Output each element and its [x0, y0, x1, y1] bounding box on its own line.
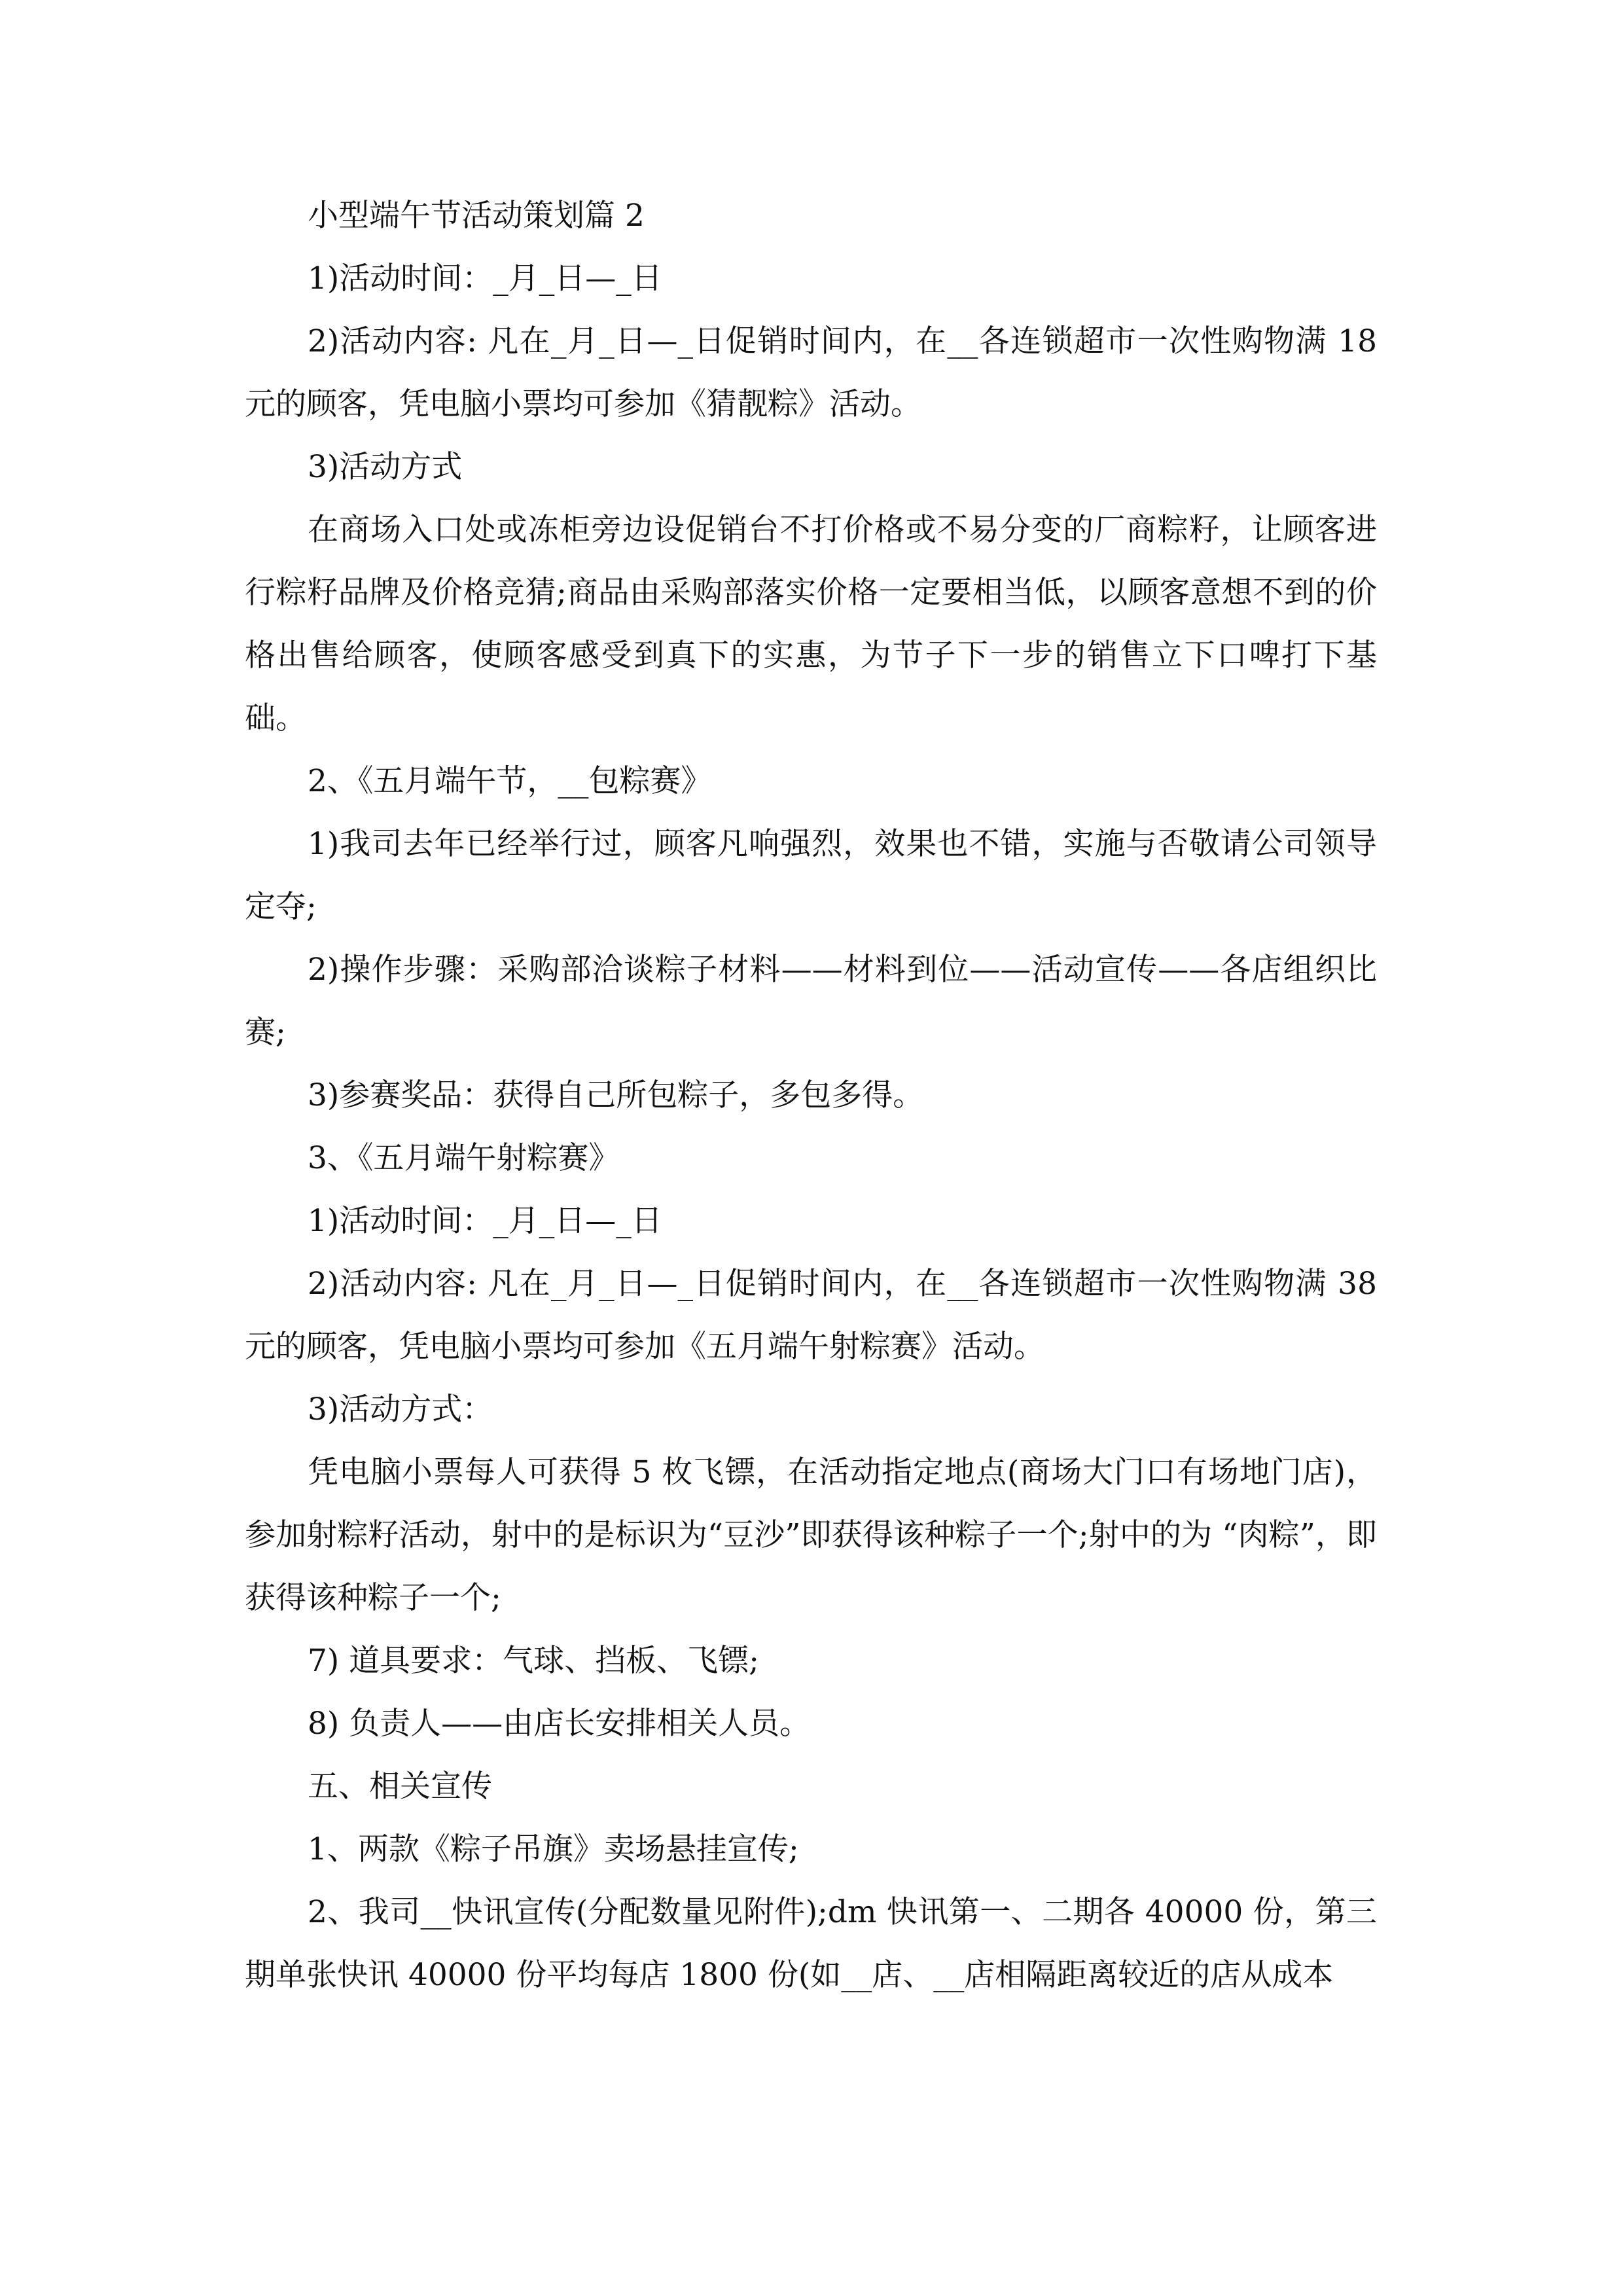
paragraph: 2、我司__快讯宣传(分配数量见附件);dm 快讯第一、二期各 40000 份，第三期单张快讯 40000 份平均每店 1800 份(如__店、__店相隔距离较近的店从成本: [245, 1894, 1377, 1993]
paragraph: 1)我司去年已经举行过，顾客凡响强烈，效果也不错，实施与否敬请公司领导定夺;: [245, 826, 1377, 925]
paragraph: 1、两款《粽子吊旗》卖场悬挂宣传;: [308, 1831, 799, 1867]
paragraph: 2、《五月端午节，__包粽赛》: [308, 763, 712, 799]
paragraph: 凭电脑小票每人可获得 5 枚飞镖，在活动指定地点(商场大门口有场地门店)，参加射粽籽活动，射中的是标识为“豆沙”即获得该种粽子一个;射中的为 “肉粽”，即获得该种粽子一个;: [245, 1454, 1377, 1616]
paragraph: 在商场入口处或冻柜旁边设促销台不打价格或不易分变的厂商粽籽，让顾客进行粽籽品牌及价格竞猜;商品由采购部落实价格一定要相当低，以顾客意想不到的价格出售给顾客，使顾客感受到真下的实惠，为节子下一步的销售立下口啤打下基础。: [245, 512, 1377, 736]
paragraph: 3、《五月端午射粽赛》: [308, 1140, 620, 1176]
document-body: [245, 185, 1387, 2007]
paragraph: 2)活动内容: 凡在_月_日—_日促销时间内，在__各连锁超市一次性购物满 18 元的顾客，凭电脑小票均可参加《猜靓粽》活动。: [245, 323, 1387, 422]
paragraph: 1)活动时间：_月_日—_日: [308, 260, 662, 296]
paragraph: 8) 负责人——由店长安排相关人员。: [308, 1706, 811, 1742]
paragraph: 2)活动内容: 凡在_月_日—_日促销时间内，在__各连锁超市一次性购物满 38 元的顾客，凭电脑小票均可参加《五月端午射粽赛》活动。: [245, 1266, 1387, 1365]
paragraph: 3)活动方式：: [308, 1391, 493, 1427]
section-heading: 五、相关宣传: [308, 1768, 492, 1804]
paragraph: 2)操作步骤：采购部洽谈粽子材料——材料到位——活动宣传——各店组织比赛;: [245, 952, 1377, 1050]
paragraph: 1)活动时间：_月_日—_日: [308, 1203, 662, 1239]
paragraph: 3)参赛奖品：获得自己所包粽子，多包多得。: [308, 1077, 924, 1113]
section-title: 小型端午节活动策划篇 2: [308, 198, 645, 234]
paragraph: 7) 道具要求：气球、挡板、飞镖;: [308, 1643, 760, 1679]
paragraph: 3)活动方式: [308, 449, 463, 485]
